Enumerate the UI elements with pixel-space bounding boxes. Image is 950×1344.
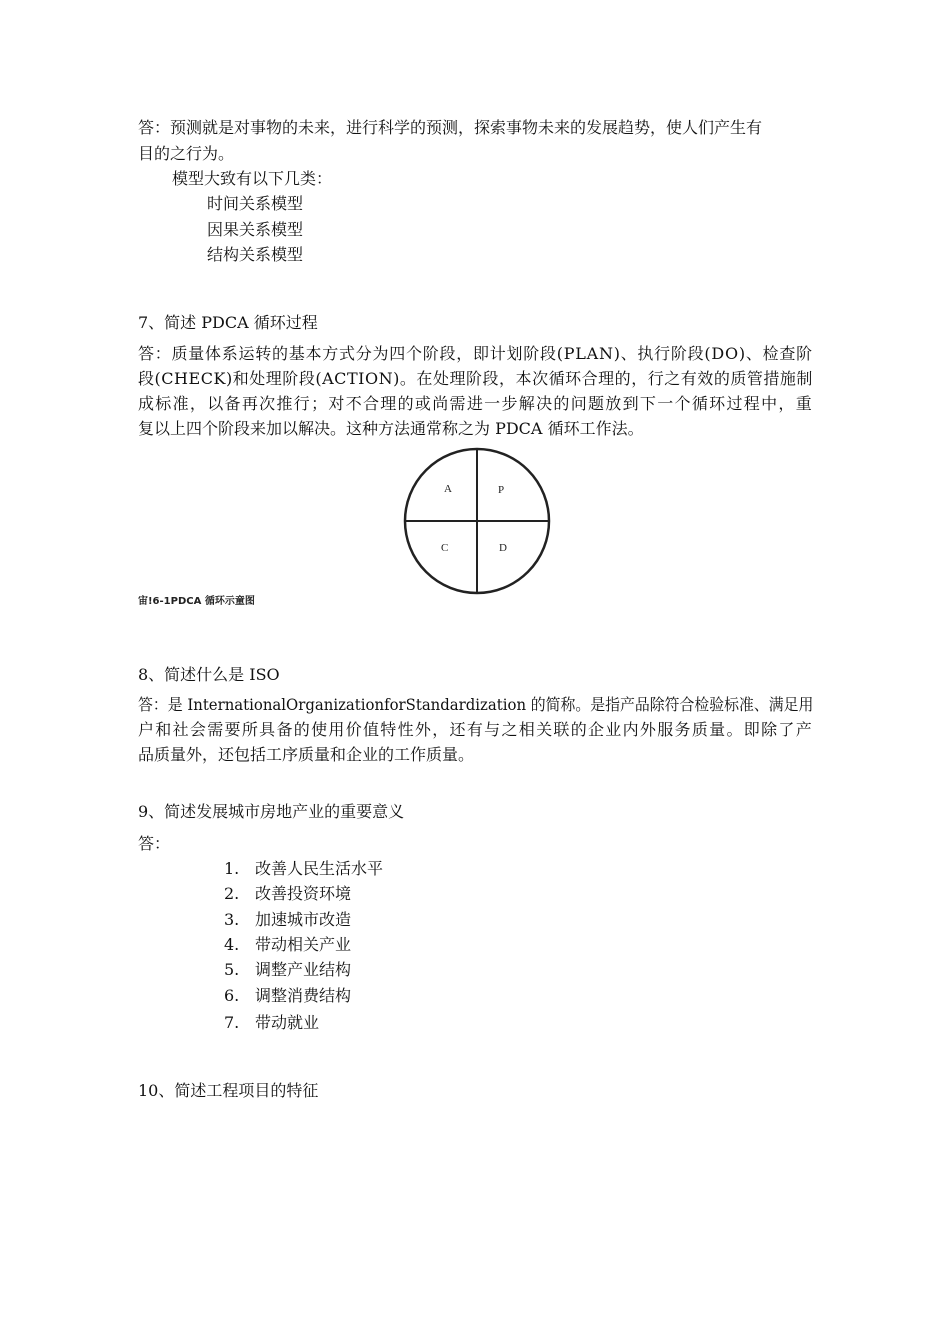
q6-model-item: 时间关系模型	[207, 194, 304, 213]
q8-answer-line: 品质量外，还包括工序质量和企业的工作质量。	[138, 745, 475, 764]
q8-answer-line: 答：是 InternationalOrganizationforStandardization 的简称。是指产品除符合检验标准、满足用	[138, 695, 814, 714]
list-item-text: 带动就业	[255, 1013, 320, 1032]
figure-caption: 宙!6-1PDCA 循环示童图	[138, 596, 255, 607]
list-item-text: 改善人民生活水平	[255, 859, 384, 878]
list-item-number: 2.	[224, 884, 240, 903]
q8-answer-line: 户和社会需要所具备的使用价值特性外，还有与之相关联的企业内外服务质量。即除了产	[138, 720, 814, 739]
q9-answer-label: 答：	[138, 834, 171, 853]
q9-title: 9、简述发展城市房地产业的重要意义	[138, 802, 405, 821]
list-item-text: 改善投资环境	[255, 884, 352, 903]
list-item-text: 调整产业结构	[255, 960, 352, 979]
q6-answer-line-1: 答：预测就是对事物的未来，进行科学的预测，探索事物未来的发展趋势，使人们产生有	[138, 118, 763, 137]
list-item-text: 带动相关产业	[255, 935, 352, 954]
list-item-number: 7.	[224, 1013, 240, 1032]
list-item-number: 4.	[224, 935, 240, 954]
q6-answer-line-2: 目的之行为。	[138, 144, 235, 163]
q7-answer-line: 答：质量体系运转的基本方式分为四个阶段，即计划阶段(PLAN)、执行阶段(DO)、检查阶	[138, 344, 813, 363]
list-item-number: 5.	[224, 960, 240, 979]
q8-title: 8、简述什么是 ISO	[138, 665, 280, 684]
q6-models-intro: 模型大致有以下几类：	[172, 169, 333, 188]
list-item-text: 调整消费结构	[255, 986, 352, 1005]
q7-answer-line: 成标准，以备再次推行；对不合理的或尚需进一步解决的问题放到下一个循环过程中，重	[138, 394, 814, 413]
list-item-number: 6.	[224, 986, 240, 1005]
q7-answer-line: 复以上四个阶段来加以解决。这种方法通常称之为 PDCA 循环工作法。	[138, 419, 644, 438]
list-item-number: 1.	[224, 859, 240, 878]
pdca-quadrant-a: A	[444, 483, 452, 495]
pdca-quadrant-d: D	[499, 542, 507, 554]
pdca-quadrant-p: P	[498, 484, 505, 496]
q7-title: 7、简述 PDCA 循环过程	[138, 313, 318, 332]
list-item-text: 加速城市改造	[255, 910, 352, 929]
q6-model-item: 结构关系模型	[207, 245, 304, 264]
pdca-cycle-diagram	[400, 446, 554, 596]
q10-title: 10、简述工程项目的特征	[138, 1081, 319, 1100]
q7-answer-line: 段(CHECK)和处理阶段(ACTION)。在处理阶段，本次循环合理的，行之有效的质管措施制	[138, 369, 813, 388]
q6-model-item: 因果关系模型	[207, 220, 304, 239]
list-item-number: 3.	[224, 910, 240, 929]
pdca-quadrant-c: C	[441, 542, 449, 554]
